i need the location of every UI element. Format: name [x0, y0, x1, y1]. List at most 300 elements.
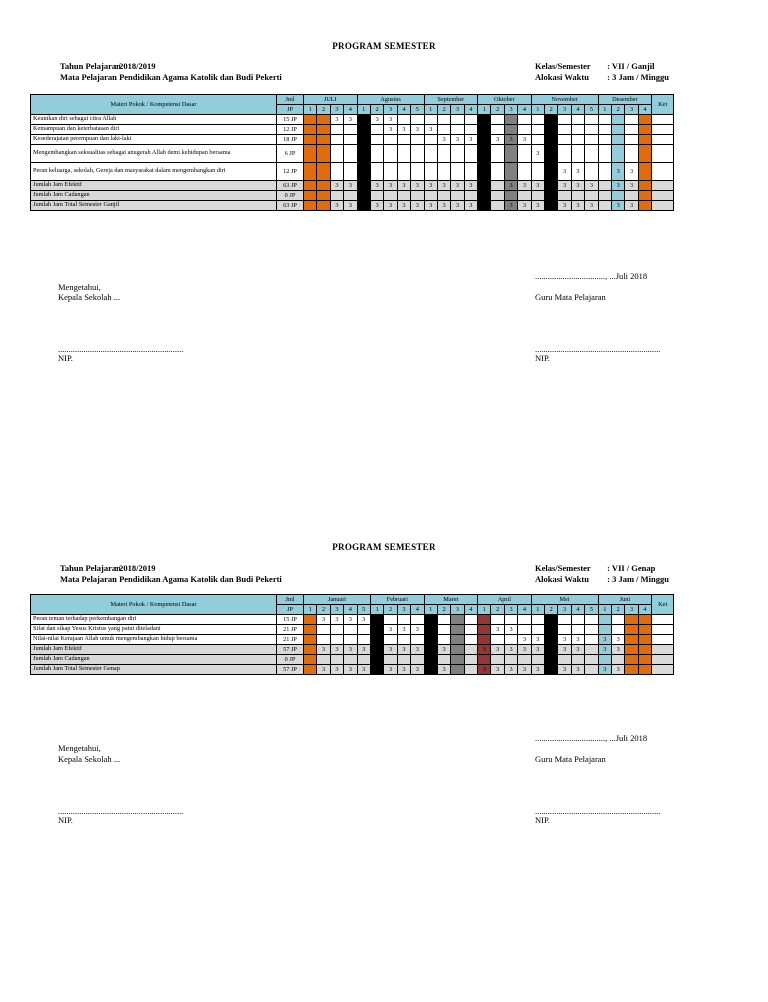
month-header: JULI [304, 95, 358, 105]
week-cell [464, 625, 477, 635]
week-cell [638, 115, 651, 125]
week-cell [344, 635, 357, 645]
date-line: ................................., ...Juli 2018 [535, 271, 648, 281]
week-header: 1 [531, 105, 544, 115]
week-cell: 3 [571, 181, 584, 191]
jp-cell: 21 JP [277, 625, 304, 635]
week-cell [357, 191, 370, 201]
week-cell: 3 [491, 135, 504, 145]
week-header: 4 [638, 605, 651, 615]
week-header: 5 [585, 105, 598, 115]
week-cell [625, 625, 638, 635]
week-header: 3 [625, 105, 638, 115]
week-cell [384, 135, 397, 145]
jp-cell: 15 JP [277, 615, 304, 625]
week-header: 5 [411, 105, 424, 115]
week-cell: 3 [598, 635, 611, 645]
week-cell [571, 625, 584, 635]
week-cell [478, 125, 491, 135]
week-header: 1 [424, 605, 437, 615]
week-cell [317, 145, 330, 163]
week-cell: 3 [370, 201, 383, 211]
week-cell: 3 [504, 135, 517, 145]
week-cell: 3 [437, 201, 450, 211]
week-cell: 3 [370, 115, 383, 125]
ket-cell [652, 665, 674, 675]
week-cell [304, 163, 317, 181]
week-cell [598, 615, 611, 625]
col-jml-header: Jml [277, 595, 304, 605]
alokasi-label: Alokasi Waktu [535, 574, 589, 584]
week-cell [585, 655, 598, 665]
table-row [31, 655, 674, 665]
week-cell: 3 [571, 201, 584, 211]
week-cell [411, 655, 424, 665]
week-cell: 3 [478, 201, 491, 211]
jp-cell: 21 JP [277, 635, 304, 645]
week-cell [625, 645, 638, 655]
ket-cell [652, 135, 674, 145]
week-cell: 3 [558, 635, 571, 645]
week-cell [357, 635, 370, 645]
week-cell [317, 125, 330, 135]
week-header: 2 [384, 605, 397, 615]
week-cell: 3 [344, 201, 357, 211]
jp-cell: 57 JP [277, 665, 304, 675]
week-cell [304, 145, 317, 163]
table-row [31, 115, 674, 125]
month-header: Juni [598, 595, 652, 605]
week-cell [531, 615, 544, 625]
jp-cell: 6 JP [277, 145, 304, 163]
week-cell: 3 [330, 645, 343, 655]
table-row [31, 635, 674, 645]
week-cell [478, 655, 491, 665]
week-cell [571, 191, 584, 201]
materi-cell: Jumlah Jam Efektif [31, 645, 277, 655]
week-cell [478, 191, 491, 201]
week-cell [558, 125, 571, 135]
page-title-ganjil: PROGRAM SEMESTER [332, 41, 436, 51]
week-cell [397, 115, 410, 125]
materi-cell: Peran teman terhadap perkembangan diri [31, 615, 277, 625]
week-cell: 3 [504, 625, 517, 635]
week-cell: 3 [558, 665, 571, 675]
week-cell [344, 145, 357, 163]
week-cell [357, 655, 370, 665]
week-cell: 3 [397, 125, 410, 135]
week-header: 1 [598, 605, 611, 615]
col-materi-header: Materi Pokok / Kompetensi Dasar [31, 95, 277, 115]
week-cell [330, 625, 343, 635]
ket-cell [652, 201, 674, 211]
week-cell [558, 135, 571, 145]
alokasi-value: : 3 Jam / Minggu [607, 72, 669, 82]
week-cell [357, 163, 370, 181]
week-cell: 3 [518, 635, 531, 645]
week-cell [491, 191, 504, 201]
week-cell [317, 191, 330, 201]
week-cell [625, 115, 638, 125]
week-cell: 3 [384, 125, 397, 135]
week-cell [317, 635, 330, 645]
week-header: 2 [545, 605, 558, 615]
week-cell: 3 [357, 645, 370, 655]
week-cell [585, 625, 598, 635]
week-cell [571, 145, 584, 163]
table-row [31, 181, 674, 191]
week-header: 2 [317, 605, 330, 615]
week-header: 4 [571, 605, 584, 615]
month-header: Desember [598, 95, 652, 105]
week-header: 1 [478, 105, 491, 115]
table-row [31, 645, 674, 655]
week-header: 3 [451, 105, 464, 115]
ket-cell [652, 635, 674, 645]
week-header: 4 [518, 605, 531, 615]
week-cell [451, 665, 464, 675]
week-cell: 3 [370, 665, 383, 675]
week-cell [611, 615, 624, 625]
week-cell [304, 665, 317, 675]
week-cell [478, 635, 491, 645]
week-cell: 3 [370, 181, 383, 191]
week-cell [304, 615, 317, 625]
kelas-row [535, 563, 655, 573]
col-jml-header: Jml [277, 95, 304, 105]
week-cell [625, 125, 638, 135]
week-cell [545, 615, 558, 625]
month-header: September [424, 95, 478, 105]
week-cell [518, 115, 531, 125]
week-cell [611, 655, 624, 665]
week-cell [478, 145, 491, 163]
week-cell: 3 [384, 665, 397, 675]
month-header: Mei [531, 595, 598, 605]
guru-sign-line: ........................................................... [535, 806, 661, 816]
week-cell [384, 145, 397, 163]
week-cell: 3 [344, 665, 357, 675]
mapel-value: : Pendidikan Agama Katolik dan Budi Pekerti [114, 72, 282, 82]
week-cell [357, 125, 370, 135]
week-cell [370, 125, 383, 135]
week-cell: 3 [531, 145, 544, 163]
week-header: 2 [491, 105, 504, 115]
week-cell [611, 625, 624, 635]
jp-cell: 18 JP [277, 135, 304, 145]
jp-cell: 0 JP [277, 191, 304, 201]
week-cell: 3 [411, 201, 424, 211]
week-cell [625, 655, 638, 665]
week-cell: 3 [558, 645, 571, 655]
week-header: 4 [411, 605, 424, 615]
week-cell: 3 [504, 645, 517, 655]
week-cell: 3 [397, 625, 410, 635]
week-cell [344, 135, 357, 145]
week-cell: 3 [330, 665, 343, 675]
week-cell [330, 635, 343, 645]
week-cell [437, 191, 450, 201]
guru-nip: NIP. [535, 815, 550, 825]
week-cell [304, 125, 317, 135]
week-cell [384, 191, 397, 201]
week-cell [384, 655, 397, 665]
week-cell [330, 145, 343, 163]
week-cell: 3 [437, 665, 450, 675]
week-cell [518, 655, 531, 665]
week-cell [304, 625, 317, 635]
week-cell [317, 163, 330, 181]
date-line: ................................., ...Juli 2018 [535, 733, 648, 743]
week-header: 4 [464, 605, 477, 615]
week-cell [625, 135, 638, 145]
week-cell [504, 655, 517, 665]
kepala-sign-line: ........................................................... [58, 344, 184, 354]
alokasi-row [535, 574, 669, 584]
week-cell [571, 615, 584, 625]
week-cell: 3 [384, 201, 397, 211]
kepala-sekolah-label: Kepala Sekolah ... [58, 292, 121, 302]
week-cell [625, 635, 638, 645]
week-cell: 3 [545, 635, 558, 645]
week-cell: 3 [558, 201, 571, 211]
week-cell [304, 135, 317, 145]
week-cell [451, 635, 464, 645]
week-cell [638, 181, 651, 191]
mata-pelajaran-row [60, 72, 282, 82]
tahun-pelajaran-row [60, 61, 155, 71]
week-cell [304, 645, 317, 655]
jp-cell: 12 JP [277, 163, 304, 181]
week-cell: 3 [478, 665, 491, 675]
week-cell [491, 181, 504, 191]
week-cell [585, 665, 598, 675]
week-cell: 3 [424, 181, 437, 191]
week-header: 3 [451, 605, 464, 615]
week-cell: 3 [518, 645, 531, 655]
week-cell: 3 [518, 665, 531, 675]
week-cell: 3 [397, 645, 410, 655]
week-cell [370, 163, 383, 181]
week-cell [384, 635, 397, 645]
ket-cell [652, 645, 674, 655]
week-cell [317, 181, 330, 191]
week-cell [545, 115, 558, 125]
week-cell: 3 [411, 665, 424, 675]
week-cell [464, 115, 477, 125]
week-cell: 3 [451, 135, 464, 145]
week-cell: 3 [585, 181, 598, 191]
jp-cell: 57 JP [277, 645, 304, 655]
week-cell [558, 615, 571, 625]
week-cell: 3 [317, 645, 330, 655]
week-cell: 3 [330, 201, 343, 211]
week-cell [638, 625, 651, 635]
week-cell [504, 145, 517, 163]
week-cell [304, 115, 317, 125]
week-cell [411, 135, 424, 145]
week-cell [424, 635, 437, 645]
week-cell [437, 163, 450, 181]
week-cell [464, 645, 477, 655]
week-cell: 3 [491, 665, 504, 675]
week-cell: 3 [545, 181, 558, 191]
week-cell: 3 [545, 201, 558, 211]
week-cell: 3 [424, 645, 437, 655]
week-cell [571, 115, 584, 125]
kepala-sign-line: ........................................................... [58, 806, 184, 816]
week-cell [411, 163, 424, 181]
week-cell: 3 [625, 163, 638, 181]
week-cell [504, 125, 517, 135]
week-cell [571, 655, 584, 665]
ket-cell [652, 625, 674, 635]
week-cell [451, 191, 464, 201]
week-cell [397, 191, 410, 201]
week-header: 2 [491, 605, 504, 615]
week-cell [598, 145, 611, 163]
week-cell [638, 645, 651, 655]
week-cell [518, 145, 531, 163]
week-header: 3 [330, 105, 343, 115]
week-cell: 3 [384, 645, 397, 655]
week-cell [437, 125, 450, 135]
week-cell: 3 [397, 181, 410, 191]
week-cell [478, 163, 491, 181]
week-cell: 3 [411, 625, 424, 635]
week-cell [464, 191, 477, 201]
week-cell [638, 665, 651, 675]
table-row [31, 615, 674, 625]
table-row [31, 665, 674, 675]
week-cell [437, 655, 450, 665]
week-cell: 3 [411, 181, 424, 191]
week-header: 4 [518, 105, 531, 115]
week-cell [504, 191, 517, 201]
week-cell [625, 615, 638, 625]
week-cell [370, 635, 383, 645]
week-header: 2 [611, 105, 624, 115]
week-cell [478, 615, 491, 625]
week-cell [504, 635, 517, 645]
week-cell [464, 163, 477, 181]
week-cell [317, 655, 330, 665]
week-cell: 3 [437, 181, 450, 191]
week-cell [585, 135, 598, 145]
week-cell [571, 135, 584, 145]
week-cell: 3 [424, 201, 437, 211]
week-cell [464, 635, 477, 645]
week-cell: 3 [397, 201, 410, 211]
mengetahui-label: Mengetahui, [58, 282, 101, 292]
week-cell [384, 615, 397, 625]
week-cell: 3 [545, 145, 558, 163]
week-header: 4 [397, 105, 410, 115]
week-cell: 3 [625, 201, 638, 211]
week-cell [330, 125, 343, 135]
week-cell: 3 [545, 645, 558, 655]
week-cell [317, 135, 330, 145]
week-cell [491, 635, 504, 645]
week-cell [504, 115, 517, 125]
alokasi-value: : 3 Jam / Minggu [607, 574, 669, 584]
week-cell [585, 115, 598, 125]
table-row [31, 163, 674, 181]
week-cell [638, 191, 651, 201]
week-cell [451, 655, 464, 665]
week-cell: 3 [411, 125, 424, 135]
guru-sign-line: ........................................................... [535, 344, 661, 354]
week-cell [531, 655, 544, 665]
week-cell: 3 [504, 665, 517, 675]
week-cell [370, 135, 383, 145]
week-cell [518, 615, 531, 625]
week-cell: 3 [464, 135, 477, 145]
week-cell [531, 625, 544, 635]
guru-label: Guru Mata Pelajaran [535, 292, 606, 302]
materi-cell: Mengembangkan seksualitas sebagai anugerah Allah demi kehidupan bersama [31, 145, 277, 163]
week-cell: 3 [571, 645, 584, 655]
week-cell [424, 135, 437, 145]
week-cell [531, 125, 544, 135]
mapel-value: : Pendidikan Agama Katolik dan Budi Pekerti [114, 574, 282, 584]
ket-cell [652, 145, 674, 163]
week-cell: 3 [370, 615, 383, 625]
week-cell [304, 655, 317, 665]
week-cell: 3 [611, 201, 624, 211]
week-cell: 3 [317, 615, 330, 625]
materi-cell: Jumlah Jam Total Semester Genap [31, 665, 277, 675]
week-cell [545, 125, 558, 135]
week-cell: 3 [625, 181, 638, 191]
week-cell: 3 [397, 665, 410, 675]
week-cell [370, 655, 383, 665]
week-cell [518, 625, 531, 635]
materi-cell: Kemampuan dan keterbatasan diri [31, 125, 277, 135]
week-cell [437, 635, 450, 645]
ket-cell [652, 615, 674, 625]
week-cell: 3 [504, 201, 517, 211]
week-cell [317, 625, 330, 635]
jp-cell: 12 JP [277, 125, 304, 135]
week-cell [491, 115, 504, 125]
week-cell: 3 [384, 625, 397, 635]
week-cell: 3 [571, 635, 584, 645]
week-header: 4 [344, 605, 357, 615]
week-header: 3 [504, 605, 517, 615]
week-header: 2 [611, 605, 624, 615]
week-header: 2 [370, 105, 383, 115]
month-header: November [531, 95, 598, 105]
week-cell [411, 615, 424, 625]
week-cell [518, 163, 531, 181]
week-cell [304, 181, 317, 191]
week-cell [370, 145, 383, 163]
week-cell: 3 [598, 645, 611, 655]
kepala-nip: NIP. [58, 353, 73, 363]
week-header: 2 [437, 605, 450, 615]
jp-cell: 0 JP [277, 655, 304, 665]
week-header: 3 [397, 605, 410, 615]
week-cell: 3 [518, 181, 531, 191]
week-header: 1 [531, 605, 544, 615]
week-cell [611, 145, 624, 163]
week-cell [545, 655, 558, 665]
week-cell: 3 [545, 665, 558, 675]
week-cell [531, 135, 544, 145]
table-row [31, 135, 674, 145]
week-cell [531, 115, 544, 125]
